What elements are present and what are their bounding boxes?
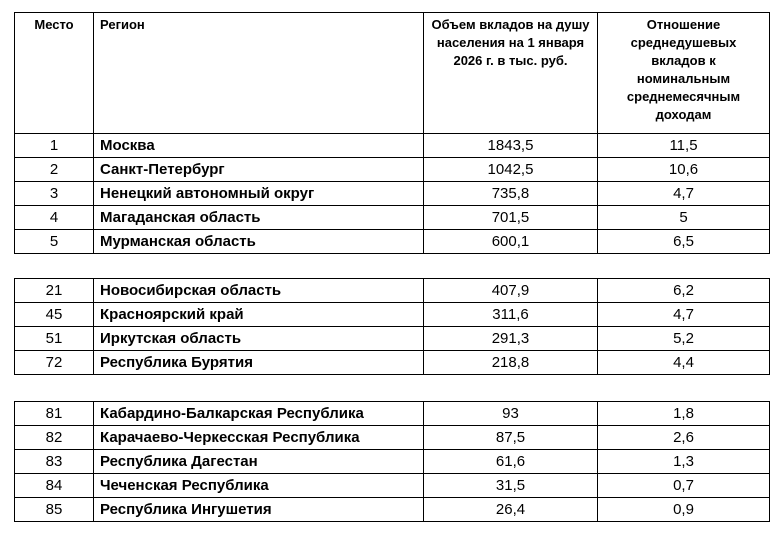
table-row bbox=[15, 158, 770, 182]
deposits-cell: 735,8 bbox=[424, 182, 598, 206]
deposits-cell: 93 bbox=[424, 402, 598, 426]
table-row bbox=[15, 230, 770, 254]
rank-cell: 72 bbox=[15, 351, 94, 375]
deposits-cell: 87,5 bbox=[424, 426, 598, 450]
region-cell: Карачаево-Черкесская Республика bbox=[94, 426, 424, 450]
deposits-cell: 311,6 bbox=[424, 303, 598, 327]
rank-cell: 4 bbox=[15, 206, 94, 230]
ratio-cell: 2,6 bbox=[598, 426, 770, 450]
deposits-cell: 61,6 bbox=[424, 450, 598, 474]
table-row bbox=[15, 402, 770, 426]
table-row bbox=[15, 498, 770, 522]
ratio-cell: 4,4 bbox=[598, 351, 770, 375]
rank-cell: 51 bbox=[15, 327, 94, 351]
ratio-cell: 0,7 bbox=[598, 474, 770, 498]
table-row bbox=[15, 206, 770, 230]
region-cell: Ненецкий автономный округ bbox=[94, 182, 424, 206]
region-cell: Республика Бурятия bbox=[94, 351, 424, 375]
rank-cell: 84 bbox=[15, 474, 94, 498]
rank-cell: 3 bbox=[15, 182, 94, 206]
header-row bbox=[15, 13, 770, 134]
rank-cell: 21 bbox=[15, 279, 94, 303]
region-cell: Новосибирская область bbox=[94, 279, 424, 303]
table-row bbox=[15, 351, 770, 375]
deposits-cell: 407,9 bbox=[424, 279, 598, 303]
region-cell: Иркутская область bbox=[94, 327, 424, 351]
table-row bbox=[15, 327, 770, 351]
ratio-cell: 6,2 bbox=[598, 279, 770, 303]
region-cell: Чеченская Республика bbox=[94, 474, 424, 498]
ratio-cell: 4,7 bbox=[598, 303, 770, 327]
ratio-cell: 1,8 bbox=[598, 402, 770, 426]
deposits-cell: 1042,5 bbox=[424, 158, 598, 182]
region-cell: Кабардино-Балкарская Республика bbox=[94, 402, 424, 426]
ratio-cell: 4,7 bbox=[598, 182, 770, 206]
ratio-cell: 6,5 bbox=[598, 230, 770, 254]
ratio-cell: 10,6 bbox=[598, 158, 770, 182]
deposits-cell: 701,5 bbox=[424, 206, 598, 230]
header-region: Регион bbox=[94, 13, 424, 134]
ranking-table-top bbox=[14, 12, 770, 254]
table-row bbox=[15, 450, 770, 474]
rank-cell: 81 bbox=[15, 402, 94, 426]
table-row bbox=[15, 474, 770, 498]
rank-cell: 82 bbox=[15, 426, 94, 450]
region-cell: Республика Дагестан bbox=[94, 450, 424, 474]
rank-cell: 85 bbox=[15, 498, 94, 522]
table-row bbox=[15, 303, 770, 327]
rank-cell: 2 bbox=[15, 158, 94, 182]
table-row bbox=[15, 426, 770, 450]
ratio-cell: 1,3 bbox=[598, 450, 770, 474]
ranking-table-bottom bbox=[14, 401, 770, 522]
rank-cell: 83 bbox=[15, 450, 94, 474]
ratio-cell: 0,9 bbox=[598, 498, 770, 522]
region-cell: Мурманская область bbox=[94, 230, 424, 254]
region-cell: Москва bbox=[94, 134, 424, 158]
deposits-cell: 600,1 bbox=[424, 230, 598, 254]
header-rank: Место bbox=[15, 13, 94, 134]
rank-cell: 45 bbox=[15, 303, 94, 327]
deposits-cell: 31,5 bbox=[424, 474, 598, 498]
ranking-table-middle bbox=[14, 278, 770, 375]
rank-cell: 1 bbox=[15, 134, 94, 158]
deposits-cell: 218,8 bbox=[424, 351, 598, 375]
deposits-cell: 26,4 bbox=[424, 498, 598, 522]
deposits-cell: 1843,5 bbox=[424, 134, 598, 158]
ratio-cell: 5,2 bbox=[598, 327, 770, 351]
rank-cell: 5 bbox=[15, 230, 94, 254]
table-row bbox=[15, 279, 770, 303]
ratio-cell: 5 bbox=[598, 206, 770, 230]
table-row bbox=[15, 134, 770, 158]
region-cell: Республика Ингушетия bbox=[94, 498, 424, 522]
region-cell: Магаданская область bbox=[94, 206, 424, 230]
region-cell: Санкт-Петербург bbox=[94, 158, 424, 182]
ratio-cell: 11,5 bbox=[598, 134, 770, 158]
header-deposits: Объем вкладов на душу населения на 1 января 2026 г. в тыс. руб. bbox=[424, 13, 598, 134]
header-ratio: Отношение среднедушевых вкладов к номинальным среднемесячным доходам bbox=[598, 13, 770, 134]
table-row bbox=[15, 182, 770, 206]
deposits-cell: 291,3 bbox=[424, 327, 598, 351]
region-cell: Красноярский край bbox=[94, 303, 424, 327]
